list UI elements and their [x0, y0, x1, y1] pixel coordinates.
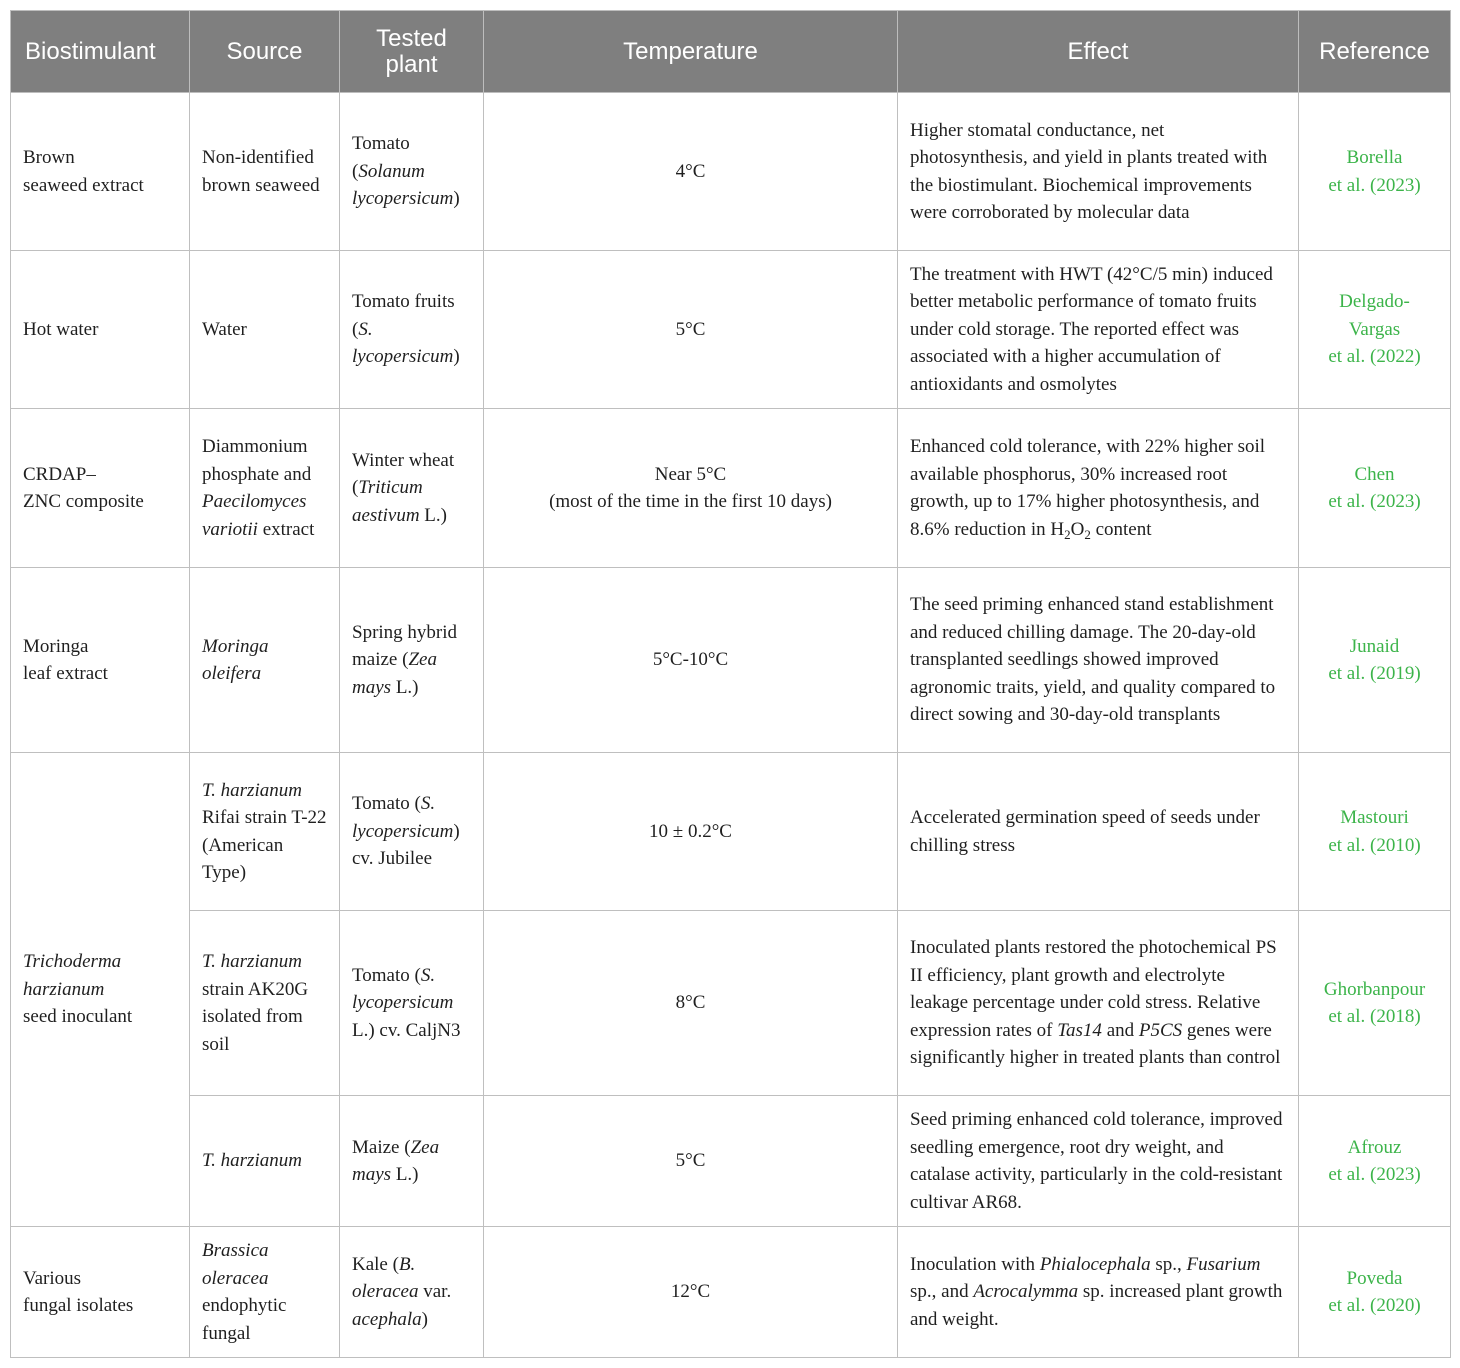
header-biostimulant: Biostimulant: [11, 11, 190, 93]
effect-cell: Higher stomatal conductance, net photosynthesis, and yield in plants treated with the biostimulant. Biochemical improvements were corroborated by molecular data: [898, 93, 1299, 251]
reference-link[interactable]: Ghorbanpour et al. (2018): [1299, 911, 1451, 1096]
effect-cell: Inoculated plants restored the photochemical PS II efficiency, plant growth and electrolyte leakage percentage under cold stress. Relative expression rates of Tas14 and P5CS genes were significantly higher in treated plants than control: [898, 911, 1299, 1096]
tested-plant-cell: Tomato fruits (S. lycopersicum): [340, 251, 484, 409]
effect-cell: Accelerated germination speed of seeds under chilling stress: [898, 753, 1299, 911]
reference-link[interactable]: Delgado- Vargas et al. (2022): [1299, 251, 1451, 409]
header-temperature: Temperature: [484, 11, 898, 93]
source-cell: T. harzianum: [190, 1096, 340, 1227]
effect-cell: Enhanced cold tolerance, with 22% higher soil available phosphorus, 30% increased root growth, up to 17% higher photosynthesis, and 8.6% reduction in $H_2O_2$ content: [898, 409, 1299, 568]
tested-plant-cell: Maize (Zea mays L.): [340, 1096, 484, 1227]
table-row: [11, 409, 1451, 568]
reference-link[interactable]: Mastouri et al. (2010): [1299, 753, 1451, 911]
table-row: [11, 251, 1451, 409]
source-cell: T. harzianum strain AK20G isolated from soil: [190, 911, 340, 1096]
source-cell: Brassica oleracea endophytic fungal: [190, 1227, 340, 1358]
header-reference: Reference: [1299, 11, 1451, 93]
tested-plant-cell: Tomato (S. lycopersicum L.) cv. CaljN3: [340, 911, 484, 1096]
table-row: [11, 93, 1451, 251]
table-row: [11, 1227, 1451, 1358]
tested-plant-cell: Tomato (Solanum lycopersicum): [340, 93, 484, 251]
temperature-cell: 5°C-10°C: [484, 568, 898, 753]
reference-link[interactable]: Borella et al. (2023): [1299, 93, 1451, 251]
temperature-cell: 5°C: [484, 1096, 898, 1227]
biostimulant-cell: Moringa leaf extract: [11, 568, 190, 753]
table-row: [11, 568, 1451, 753]
header-tested-plant: Tested plant: [340, 11, 484, 93]
tested-plant-cell: Spring hybrid maize (Zea mays L.): [340, 568, 484, 753]
biostimulant-cell: Trichoderma harzianum seed inoculant: [11, 753, 190, 1227]
header-source: Source: [190, 11, 340, 93]
biostimulant-cell: CRDAP– ZNC composite: [11, 409, 190, 568]
temperature-cell: Near 5°C (most of the time in the first 10 days): [484, 409, 898, 568]
effect-cell: Seed priming enhanced cold tolerance, improved seedling emergence, root dry weight, and catalase activity, particularly in the cold-resistant cultivar AR68.: [898, 1096, 1299, 1227]
effect-cell: The seed priming enhanced stand establishment and reduced chilling damage. The 20-day-old transplanted seedlings showed improved agronomic traits, yield, and quality compared to direct sowing and 30-day-old transplants: [898, 568, 1299, 753]
temperature-cell: 8°C: [484, 911, 898, 1096]
header-effect: Effect: [898, 11, 1299, 93]
biostimulant-cell: Brown seaweed extract: [11, 93, 190, 251]
biostimulant-table: [10, 10, 1451, 1358]
source-cell: Water: [190, 251, 340, 409]
effect-cell: Inoculation with Phialocephala sp., Fusarium sp., and Acrocalymma sp. increased plant growth and weight.: [898, 1227, 1299, 1358]
temperature-cell: 4°C: [484, 93, 898, 251]
source-cell: T. harzianum Rifai strain T-22 (American Type): [190, 753, 340, 911]
header-row: [11, 11, 1451, 93]
biostimulant-cell: Hot water: [11, 251, 190, 409]
reference-link[interactable]: Poveda et al. (2020): [1299, 1227, 1451, 1358]
table-row: [11, 1096, 1451, 1227]
table-row: [11, 753, 1451, 911]
temperature-cell: 12°C: [484, 1227, 898, 1358]
tested-plant-cell: Kale (B. oleracea var. acephala): [340, 1227, 484, 1358]
source-cell: Moringa oleifera: [190, 568, 340, 753]
tested-plant-cell: Tomato (S. lycopersicum) cv. Jubilee: [340, 753, 484, 911]
biostimulant-cell: Various fungal isolates: [11, 1227, 190, 1358]
effect-cell: The treatment with HWT (42°C/5 min) induced better metabolic performance of tomato fruits under cold storage. The reported effect was associated with a higher accumulation of antioxidants and osmolytes: [898, 251, 1299, 409]
source-cell: Non-identified brown seaweed: [190, 93, 340, 251]
tested-plant-cell: Winter wheat (Triticum aestivum L.): [340, 409, 484, 568]
reference-link[interactable]: Junaid et al. (2019): [1299, 568, 1451, 753]
temperature-cell: 5°C: [484, 251, 898, 409]
temperature-cell: 10 ± 0.2°C: [484, 753, 898, 911]
source-cell: Diammonium phosphate and Paecilomyces variotii extract: [190, 409, 340, 568]
reference-link[interactable]: Afrouz et al. (2023): [1299, 1096, 1451, 1227]
reference-link[interactable]: Chen et al. (2023): [1299, 409, 1451, 568]
table-row: [11, 911, 1451, 1096]
